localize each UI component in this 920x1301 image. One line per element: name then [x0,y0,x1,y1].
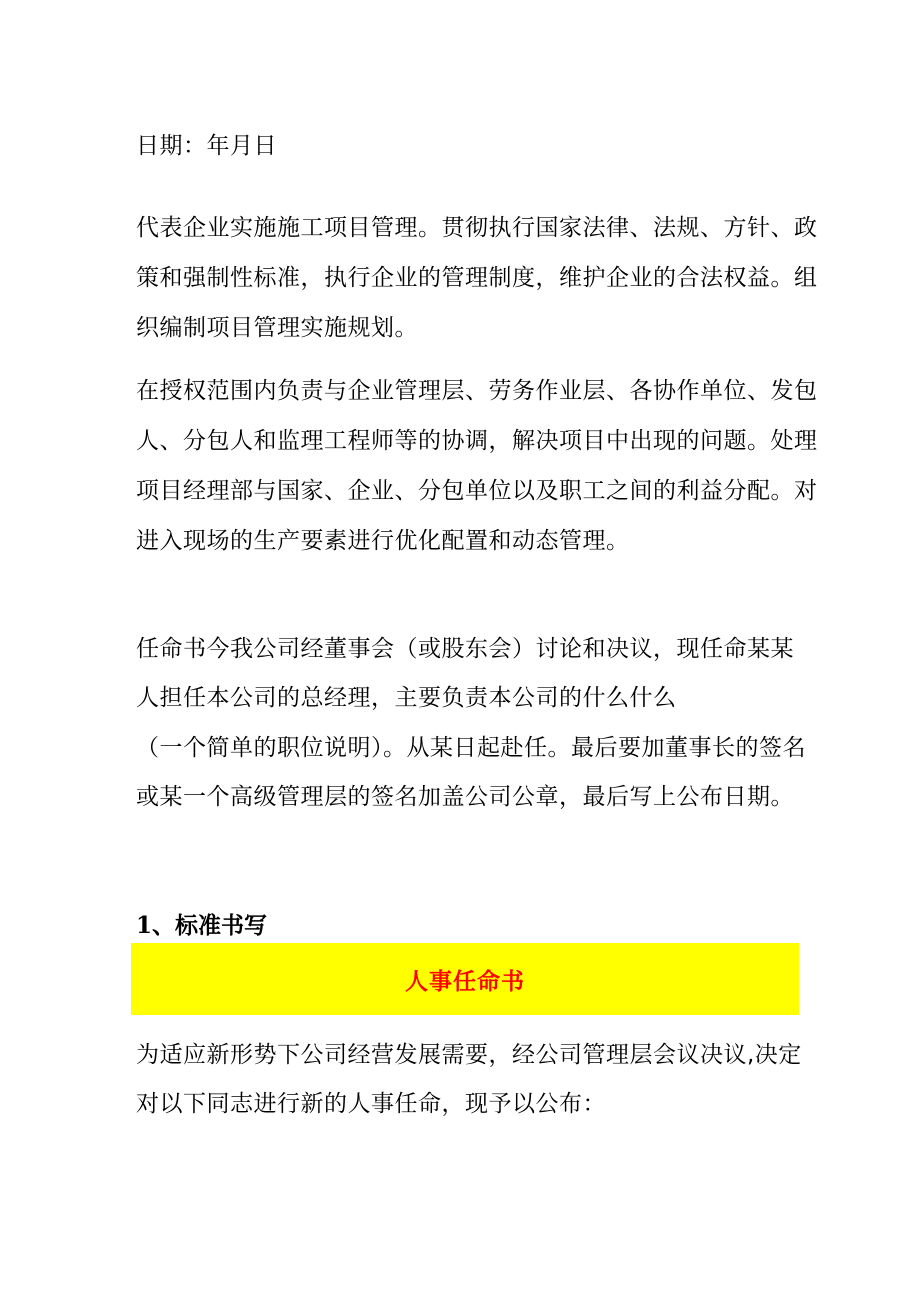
paragraph-line: 人担任本公司的总经理，主要负责本公司的什么什么 [136,685,677,711]
paragraph-line: 策和强制性标准，执行企业的管理制度，维护企业的合法权益。组 [136,265,818,291]
section-number: 1 [136,912,153,939]
date-line: 日期：年月日 [136,133,277,159]
paragraph-line: 人、分包人和监理工程师等的协调，解决项目中出现的问题。处理 [136,428,818,454]
paragraph-line: 项目经理部与国家、企业、分包单位以及职工之间的利益分配。对 [136,478,818,504]
paragraph-line: （一个简单的职位说明）。从某日起赴任。最后要加董事长的签名 [136,735,806,761]
section-heading [136,911,267,941]
paragraph-line: 进入现场的生产要素进行优化配置和动态管理。 [136,528,630,554]
paragraph-line: 或某一个高级管理层的签名加盖公司公章，最后写上公布日期。 [136,784,794,810]
banner-title: 人事任命书 [405,968,525,995]
title-banner [131,943,799,1015]
paragraph-line: 织编制项目管理实施规划。 [136,315,418,341]
paragraph-line: 代表企业实施施工项目管理。贯彻执行国家法律、法规、方针、政 [136,215,818,241]
paragraph-line: 任命书今我公司经董事会（或股东会）讨论和决议，现任命某某 [136,636,794,662]
section-title: 、标准书写 [152,913,268,939]
paragraph-line: 对以下同志进行新的人事任命，现予以公布： [136,1091,606,1117]
paragraph-line: 在授权范围内负责与企业管理层、劳务作业层、各协作单位、发包 [136,378,818,404]
paragraph-line: 为适应新形势下公司经营发展需要，经公司管理层会议决议,决定 [136,1042,802,1068]
